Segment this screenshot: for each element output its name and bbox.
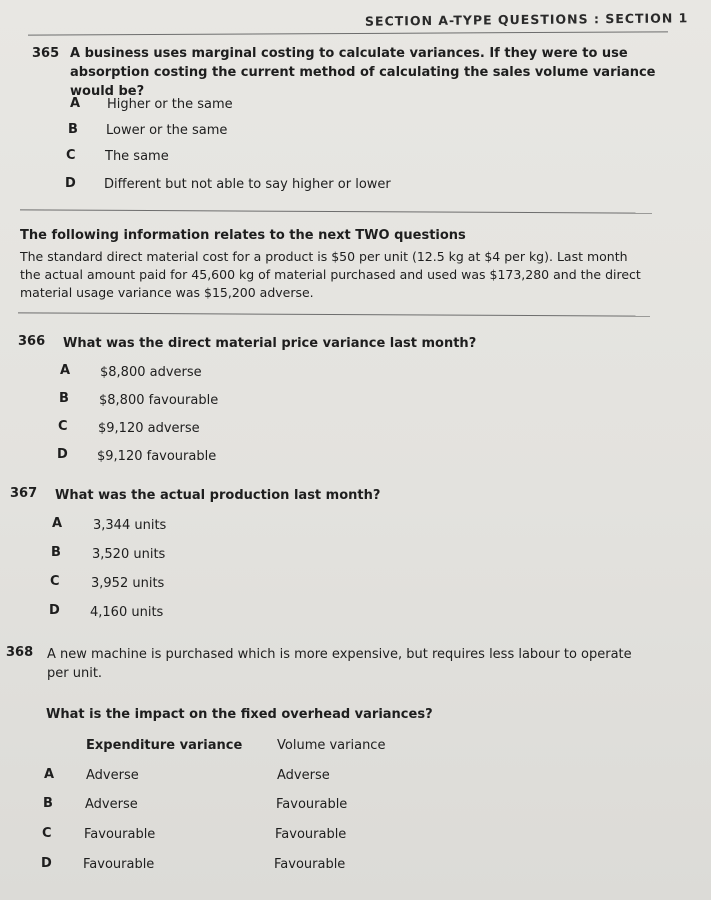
divider xyxy=(18,312,650,316)
question-number: 365 xyxy=(32,46,60,61)
option-letter: A xyxy=(52,516,63,531)
option-letter: B xyxy=(51,545,61,560)
option-text: Adverse xyxy=(85,797,138,812)
question-text: A business uses marginal costing to calculate variances. If they were to use absorption costing the current method of calculating the sales volume variance would be? xyxy=(70,46,656,99)
option-text: The same xyxy=(105,149,169,164)
option-text: Favourable xyxy=(275,827,347,842)
option-text: $8,800 adverse xyxy=(100,365,202,380)
option-letter: B xyxy=(68,122,78,137)
column-header-volume: Volume variance xyxy=(277,738,386,753)
info-body: The standard direct material cost for a product is $50 per unit (12.5 kg at $4 per kg). Last month the actual amount paid for 45,600 kg of material purchased and used was $173,280 and the direct material usage variance was $15,200 adverse. xyxy=(20,249,641,300)
option-text: $9,120 adverse xyxy=(98,421,200,436)
column-header-expenditure: Expenditure variance xyxy=(86,738,243,753)
question-text: What was the actual production last month? xyxy=(55,488,381,503)
info-heading: The following information relates to the next TWO questions xyxy=(20,228,466,243)
option-text: 3,344 units xyxy=(93,518,167,533)
option-letter: D xyxy=(57,447,68,462)
option-text: 4,160 units xyxy=(90,605,164,620)
question-number: 366 xyxy=(18,334,46,349)
option-letter: D xyxy=(65,176,76,191)
option-text: Favourable xyxy=(84,827,156,842)
option-text: 3,520 units xyxy=(92,547,166,562)
option-text: Different but not able to say higher or lower xyxy=(104,177,391,192)
option-letter: C xyxy=(58,419,68,434)
option-letter: D xyxy=(49,603,60,618)
question-text: What was the direct material price variance last month? xyxy=(63,336,477,351)
question-number: 368 xyxy=(6,645,34,660)
option-letter: A xyxy=(60,363,71,378)
option-text: Lower or the same xyxy=(106,123,228,138)
option-text: $9,120 favourable xyxy=(97,449,217,464)
option-letter: C xyxy=(42,826,52,841)
option-letter: A xyxy=(70,96,81,111)
question-text: A new machine is purchased which is more expensive, but requires less labour to operate per unit. xyxy=(47,647,632,681)
divider xyxy=(20,209,652,213)
option-text: 3,952 units xyxy=(91,576,165,591)
section-header: SECTION A-TYPE QUESTIONS : SECTION 1 xyxy=(364,10,689,29)
option-text: $8,800 favourable xyxy=(99,393,219,408)
sub-question: What is the impact on the fixed overhead variances? xyxy=(46,707,433,722)
option-letter: C xyxy=(66,148,76,163)
option-text: Adverse xyxy=(277,768,330,783)
option-text: Higher or the same xyxy=(107,97,233,112)
option-text: Adverse xyxy=(86,768,139,783)
header-rule xyxy=(28,31,668,35)
option-letter: D xyxy=(41,856,52,871)
option-letter: A xyxy=(44,767,55,782)
option-letter: B xyxy=(43,796,53,811)
option-letter: B xyxy=(59,391,69,406)
option-letter: C xyxy=(50,574,60,589)
option-text: Favourable xyxy=(83,857,155,872)
option-text: Favourable xyxy=(276,797,348,812)
question-number: 367 xyxy=(10,486,38,501)
option-text: Favourable xyxy=(274,857,346,872)
